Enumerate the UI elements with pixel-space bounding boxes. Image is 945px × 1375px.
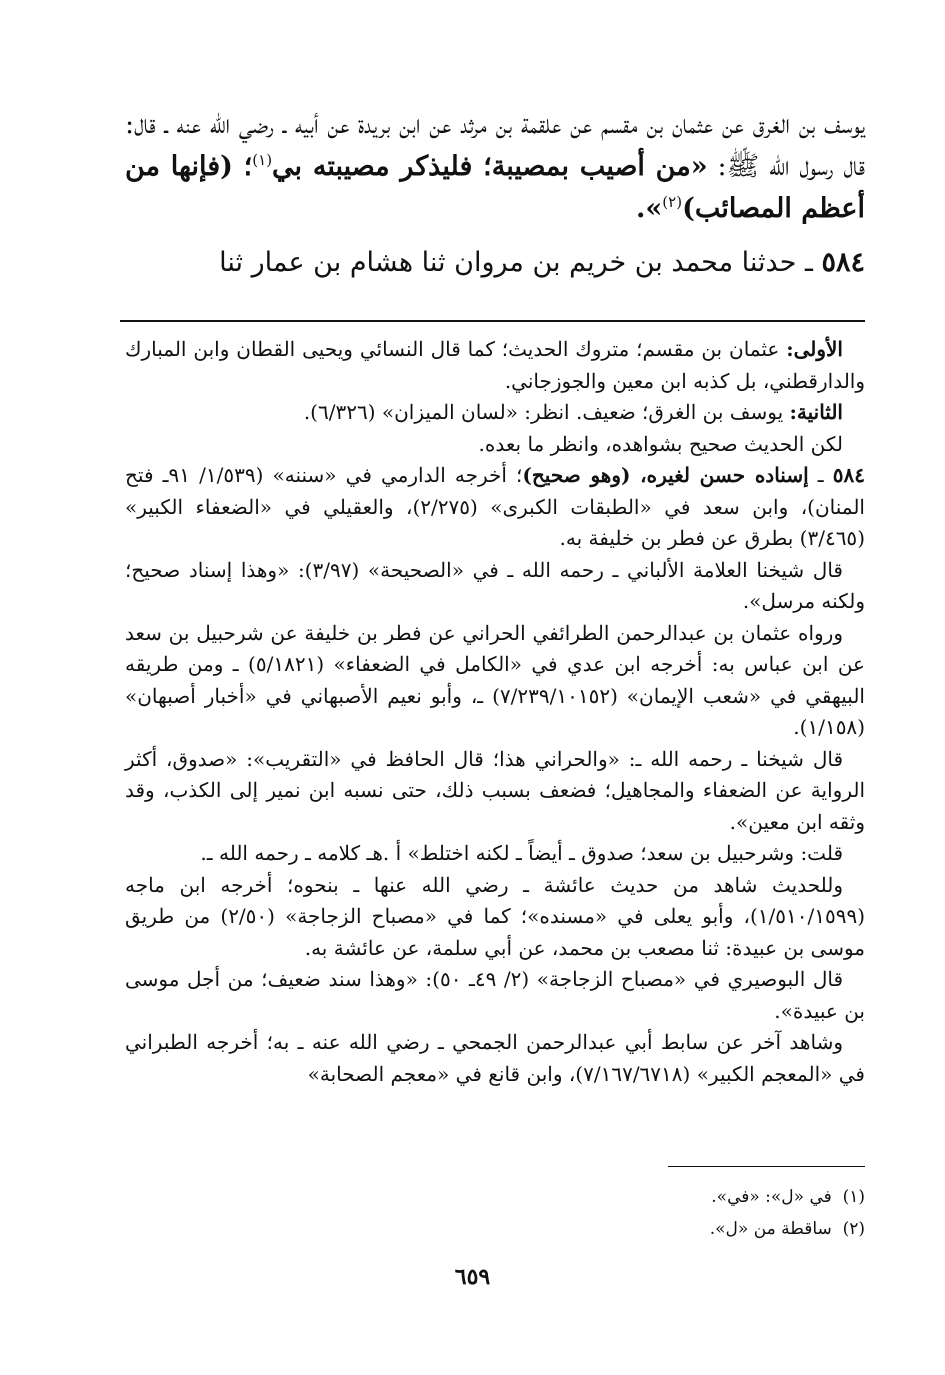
- hadith-number: ٥٨٤: [821, 247, 865, 278]
- hadith-quote-end: ».: [636, 193, 663, 224]
- note-second: [125, 397, 865, 429]
- hadith-584-start: [125, 242, 865, 284]
- main-divider: [120, 320, 865, 322]
- note-first-label: الأولى:: [786, 337, 843, 361]
- note-harrani-chain: ورواه عثمان بن عبدالرحمن الطرائفي الحراني عن فطر بن خليفة عن شرحبيل بن سعد عن ابن عباس به: أخرجه ابن عدي في «الكامل في الضعفاء» (٥/١٨٢١) ـ ومن طريقه البيهقي في «شعب الإيمان» (٧/٢٣٩/١٠١٥٢) ـ، وأبو نعيم الأصبهاني في «أخبار أصبهان» (١/١٥٨).: [125, 620, 865, 739]
- page-number: ٦٥٩: [454, 1264, 491, 1290]
- note-shurahbil: قلت: وشرحبيل بن سعد؛ صدوق ـ أيضاً ـ لكنه اختلط» أ .هـ كلامه ـ رحمه الله ـ.: [200, 841, 843, 865]
- hadith-quote: «من أصيب بمصيبة؛ فليذكر مصيبته بي: [272, 151, 708, 182]
- hadith-paragraph: [125, 104, 865, 230]
- footnote-1-label: (١): [842, 1187, 865, 1207]
- note-584-text: ؛ أخرجه الدارمي في «سننه» (١/٥٣٩/ ٩١ـ فتح المنان)، وابن سعد في «الطبقات الكبرى» (٢/٢٧٥)، والعقيلي في «الضعفاء الكبير» (٣/٤٦٥) بطرق عن فطر بن خليفة به.: [125, 463, 865, 550]
- footnote-2: [125, 1213, 865, 1245]
- footnote-1-text: في «ل»: «في».: [711, 1187, 832, 1207]
- main-text: [125, 104, 865, 284]
- note-second-text: يوسف بن الغرق؛ ضعيف. انظر: «لسان الميزان» (٦/٣٢٦).: [303, 400, 790, 424]
- footnote-ref-2: (٢): [662, 193, 683, 211]
- note-584-number: ٥٨٤: [832, 463, 866, 487]
- note-sabit-witness: وشاهد آخر عن سابط أبي عبدالرحمن الجمحي ـ رضي الله عنه ـ به؛ أخرجه الطبراني في «المعجم الكبير» (٧/١٦٧/٦٧١٨)، وابن قانع في «معجم الصحابة»: [125, 1030, 865, 1086]
- note-584-dash: ـ: [808, 463, 833, 487]
- footnote-ref-1: (١): [252, 151, 273, 169]
- note-584-grading: إسناده حسن لغيره، (وهو صحيح): [522, 463, 809, 487]
- note-harrani-grading: قال شيخنا ـ رحمه الله ـ: «والحراني هذا؛ قال الحافظ في «التقريب»: «صدوق، أكثر الرواية عن الضعفاء والمجاهيل؛ فضعف بسبب ذلك، حتى نسبه ابن نمير إلى الكذب، وقد وثقه ابن معين».: [125, 746, 866, 834]
- footnote-2-text: ساقطة من «ل».: [709, 1219, 832, 1239]
- note-584: [125, 460, 865, 555]
- note-aisha-witness: وللحديث شاهد من حديث عائشة ـ رضي الله عنها ـ بنحوه؛ أخرجه ابن ماجه (١/٥١٠/١٥٩٩)، وأبو يعلى في «مسنده»؛ كما في «مصباح الزجاجة» (٢/٥٠) من طريق موسى بن عبيدة: ثنا مصعب بن محمد، عن أبي سلمة، عن عائشة به.: [125, 872, 865, 960]
- note-conclusion: لكن الحديث صحيح بشواهده، وانظر ما بعده.: [478, 431, 843, 456]
- note-first-text: عثمان بن مقسم؛ متروك الحديث؛ كما قال النسائي ويحيى القطان وابن المبارك والدارقطني، بل كذبه ابن معين والجوزجاني.: [125, 337, 865, 393]
- note-albani: قال شيخنا العلامة الألباني ـ رحمه الله ـ في «الصحيحة» (٣/٩٧): «وهذا إسناد صحيح؛ ولكنه مرسل».: [125, 557, 865, 613]
- hadith-quote-continued: ؛ (فإنها من أعظم المصائب): [125, 151, 865, 224]
- footnotes: [125, 1181, 865, 1245]
- footnote-divider: [668, 1166, 865, 1167]
- commentary: [125, 334, 865, 1090]
- footnote-1: [125, 1181, 865, 1213]
- note-second-label: الثانية:: [789, 400, 843, 424]
- footnote-2-label: (٢): [842, 1219, 865, 1239]
- note-first: [125, 334, 865, 397]
- note-busiri: قال البوصيري في «مصباح الزجاجة» (٢/ ٤٩ـ ٥٠): «وهذا سند ضعيف؛ من أجل موسى بن عبيدة».: [125, 967, 865, 1023]
- hadith-584-chain: ـ حدثنا محمد بن خريم بن مروان ثنا هشام بن عمار ثنا: [219, 247, 822, 278]
- hadith-chain: يوسف بن الغرق عن عثمان بن مقسم عن علقمة بن مرثد عن ابن بريدة عن أبيه ـ رضي الله عنه ـ قال: قال رسول الله ﷺ:: [125, 109, 865, 182]
